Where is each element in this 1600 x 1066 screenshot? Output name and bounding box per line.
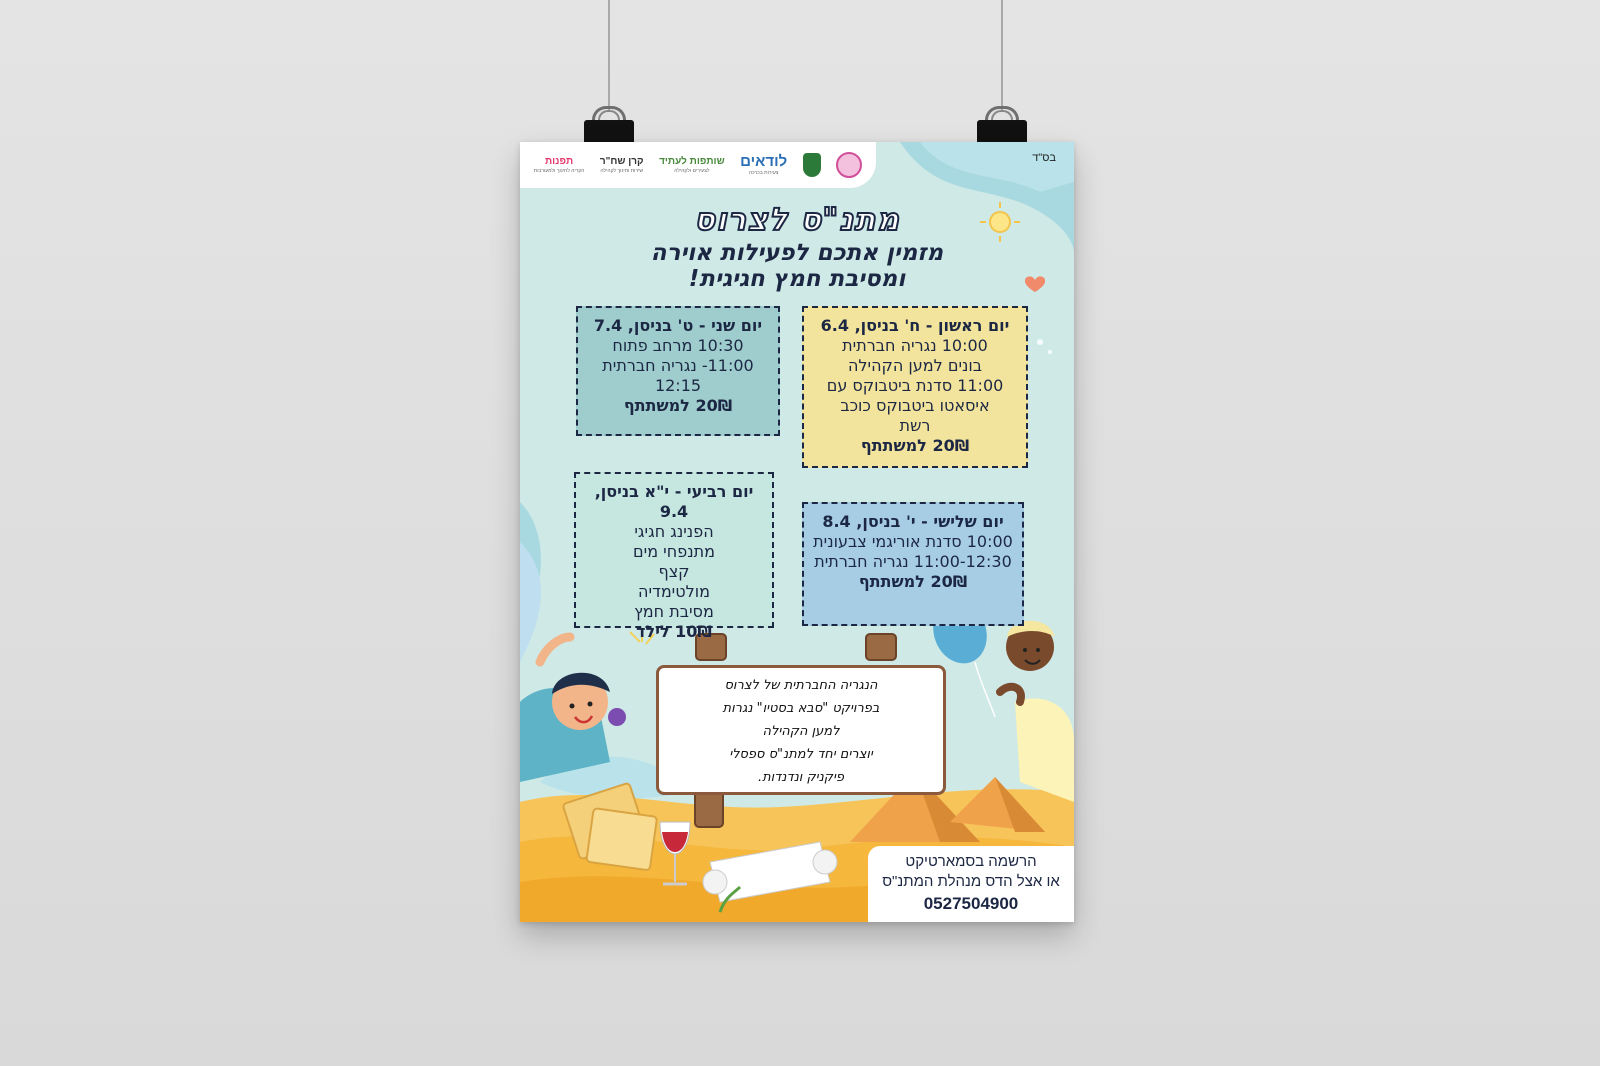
schedule-line: הפנינג חגיגי: [634, 522, 714, 541]
bsd-badge: בס"ד: [1032, 152, 1056, 164]
sign-line: בפרויקט "סבא בסטיו" נגרות: [722, 701, 880, 716]
schedule-line: 12:15: [654, 376, 702, 395]
schedule-card-wednesday: [574, 472, 774, 641]
registration-line: הרשמה בסמארטיקט: [905, 853, 1037, 870]
matnas-logo-icon: [836, 152, 862, 178]
phone-number: 0527504900: [923, 894, 1019, 913]
schedule-line: קצף: [658, 562, 690, 581]
schedule-line: בונים למען הקהילה: [847, 356, 983, 375]
sponsor-logo: תפנות הקריה לחינוך ולמעורבות: [533, 155, 585, 174]
poster-subtitle: ומסיבת חמץ חגיגית!: [688, 266, 906, 292]
schedule-card-tuesday: [802, 502, 1024, 626]
schedule-line: 10:00 סדנת אוריגמי צבעונית: [813, 532, 1013, 551]
hanging-wire-left: [608, 0, 610, 110]
sign-line: למען הקהילה: [762, 724, 840, 739]
schedule-line: מסיבת חמץ: [634, 602, 714, 621]
day-heading: יום ראשון - ח' בניסן, 6.4: [820, 316, 1010, 335]
binder-clip-right: [977, 106, 1027, 146]
schedule-line: רשת: [899, 416, 931, 435]
poster-subtitle: מזמין אתכם לפעילות אוירה: [650, 240, 944, 266]
sponsor-logo-bar: [520, 142, 876, 188]
sponsor-logo: קרן שח"ר שירות וחינוך לקהילה: [599, 155, 644, 174]
sponsor-logo: שותפות לעתיד לצעירים ולקהילה: [659, 155, 725, 174]
day-heading: יום רביעי - י"א בניסן, 9.4: [594, 482, 754, 521]
price-label: 20₪ למשתתף: [858, 572, 968, 591]
schedule-line: 11:00 סדנת ביטבוקס עם: [826, 376, 1004, 395]
hanging-wire-right: [1001, 0, 1003, 110]
schedule-line: 10:00 נגריה חברתית: [842, 336, 988, 355]
registration-line: או אצל הדס מנהלת המתנ"ס: [882, 873, 1060, 890]
sign-line: יוצרים יחד למתנ"ס ספסלי: [729, 747, 873, 762]
sign-line: פיקניק ונדנדות.: [757, 770, 845, 785]
price-label: 10₪ לילד: [636, 622, 712, 641]
schedule-line: איסאטו ביטבוקס כוכב: [840, 396, 990, 415]
schedule-line: 11:00- נגריה חברתית: [602, 356, 754, 375]
sponsor-logo: לודאים צעירות בכרכה: [740, 153, 788, 176]
day-heading: יום שלישי - י' בניסן, 8.4: [822, 512, 1004, 531]
price-label: 20₪ למשתתף: [860, 436, 970, 455]
binder-clip-left: [584, 106, 634, 146]
schedule-line: מולטימדיה: [638, 582, 710, 601]
sign-line: הנגריה החברתית של לצרוס: [724, 678, 878, 693]
schedule-line: 10:30 מרחב פתוח: [612, 336, 744, 355]
schedule-card-sunday: [802, 306, 1028, 468]
schedule-line: 11:00-12:30 נגריה חברתית: [814, 552, 1012, 571]
day-heading: יום שני - ט' בניסן, 7.4: [593, 316, 763, 335]
schedule-line: מתנפחי מים: [633, 542, 715, 561]
poster: [520, 142, 1074, 922]
kid-illustration-right: [1000, 621, 1074, 802]
schedule-card-monday: [576, 306, 780, 436]
municipal-emblem-icon: [803, 153, 821, 177]
carpentry-sign: [656, 665, 946, 795]
price-label: 20₪ למשתתף: [623, 396, 733, 415]
poster-title: מתנ"ס לצרוס: [693, 202, 901, 238]
registration-box: [868, 846, 1074, 922]
